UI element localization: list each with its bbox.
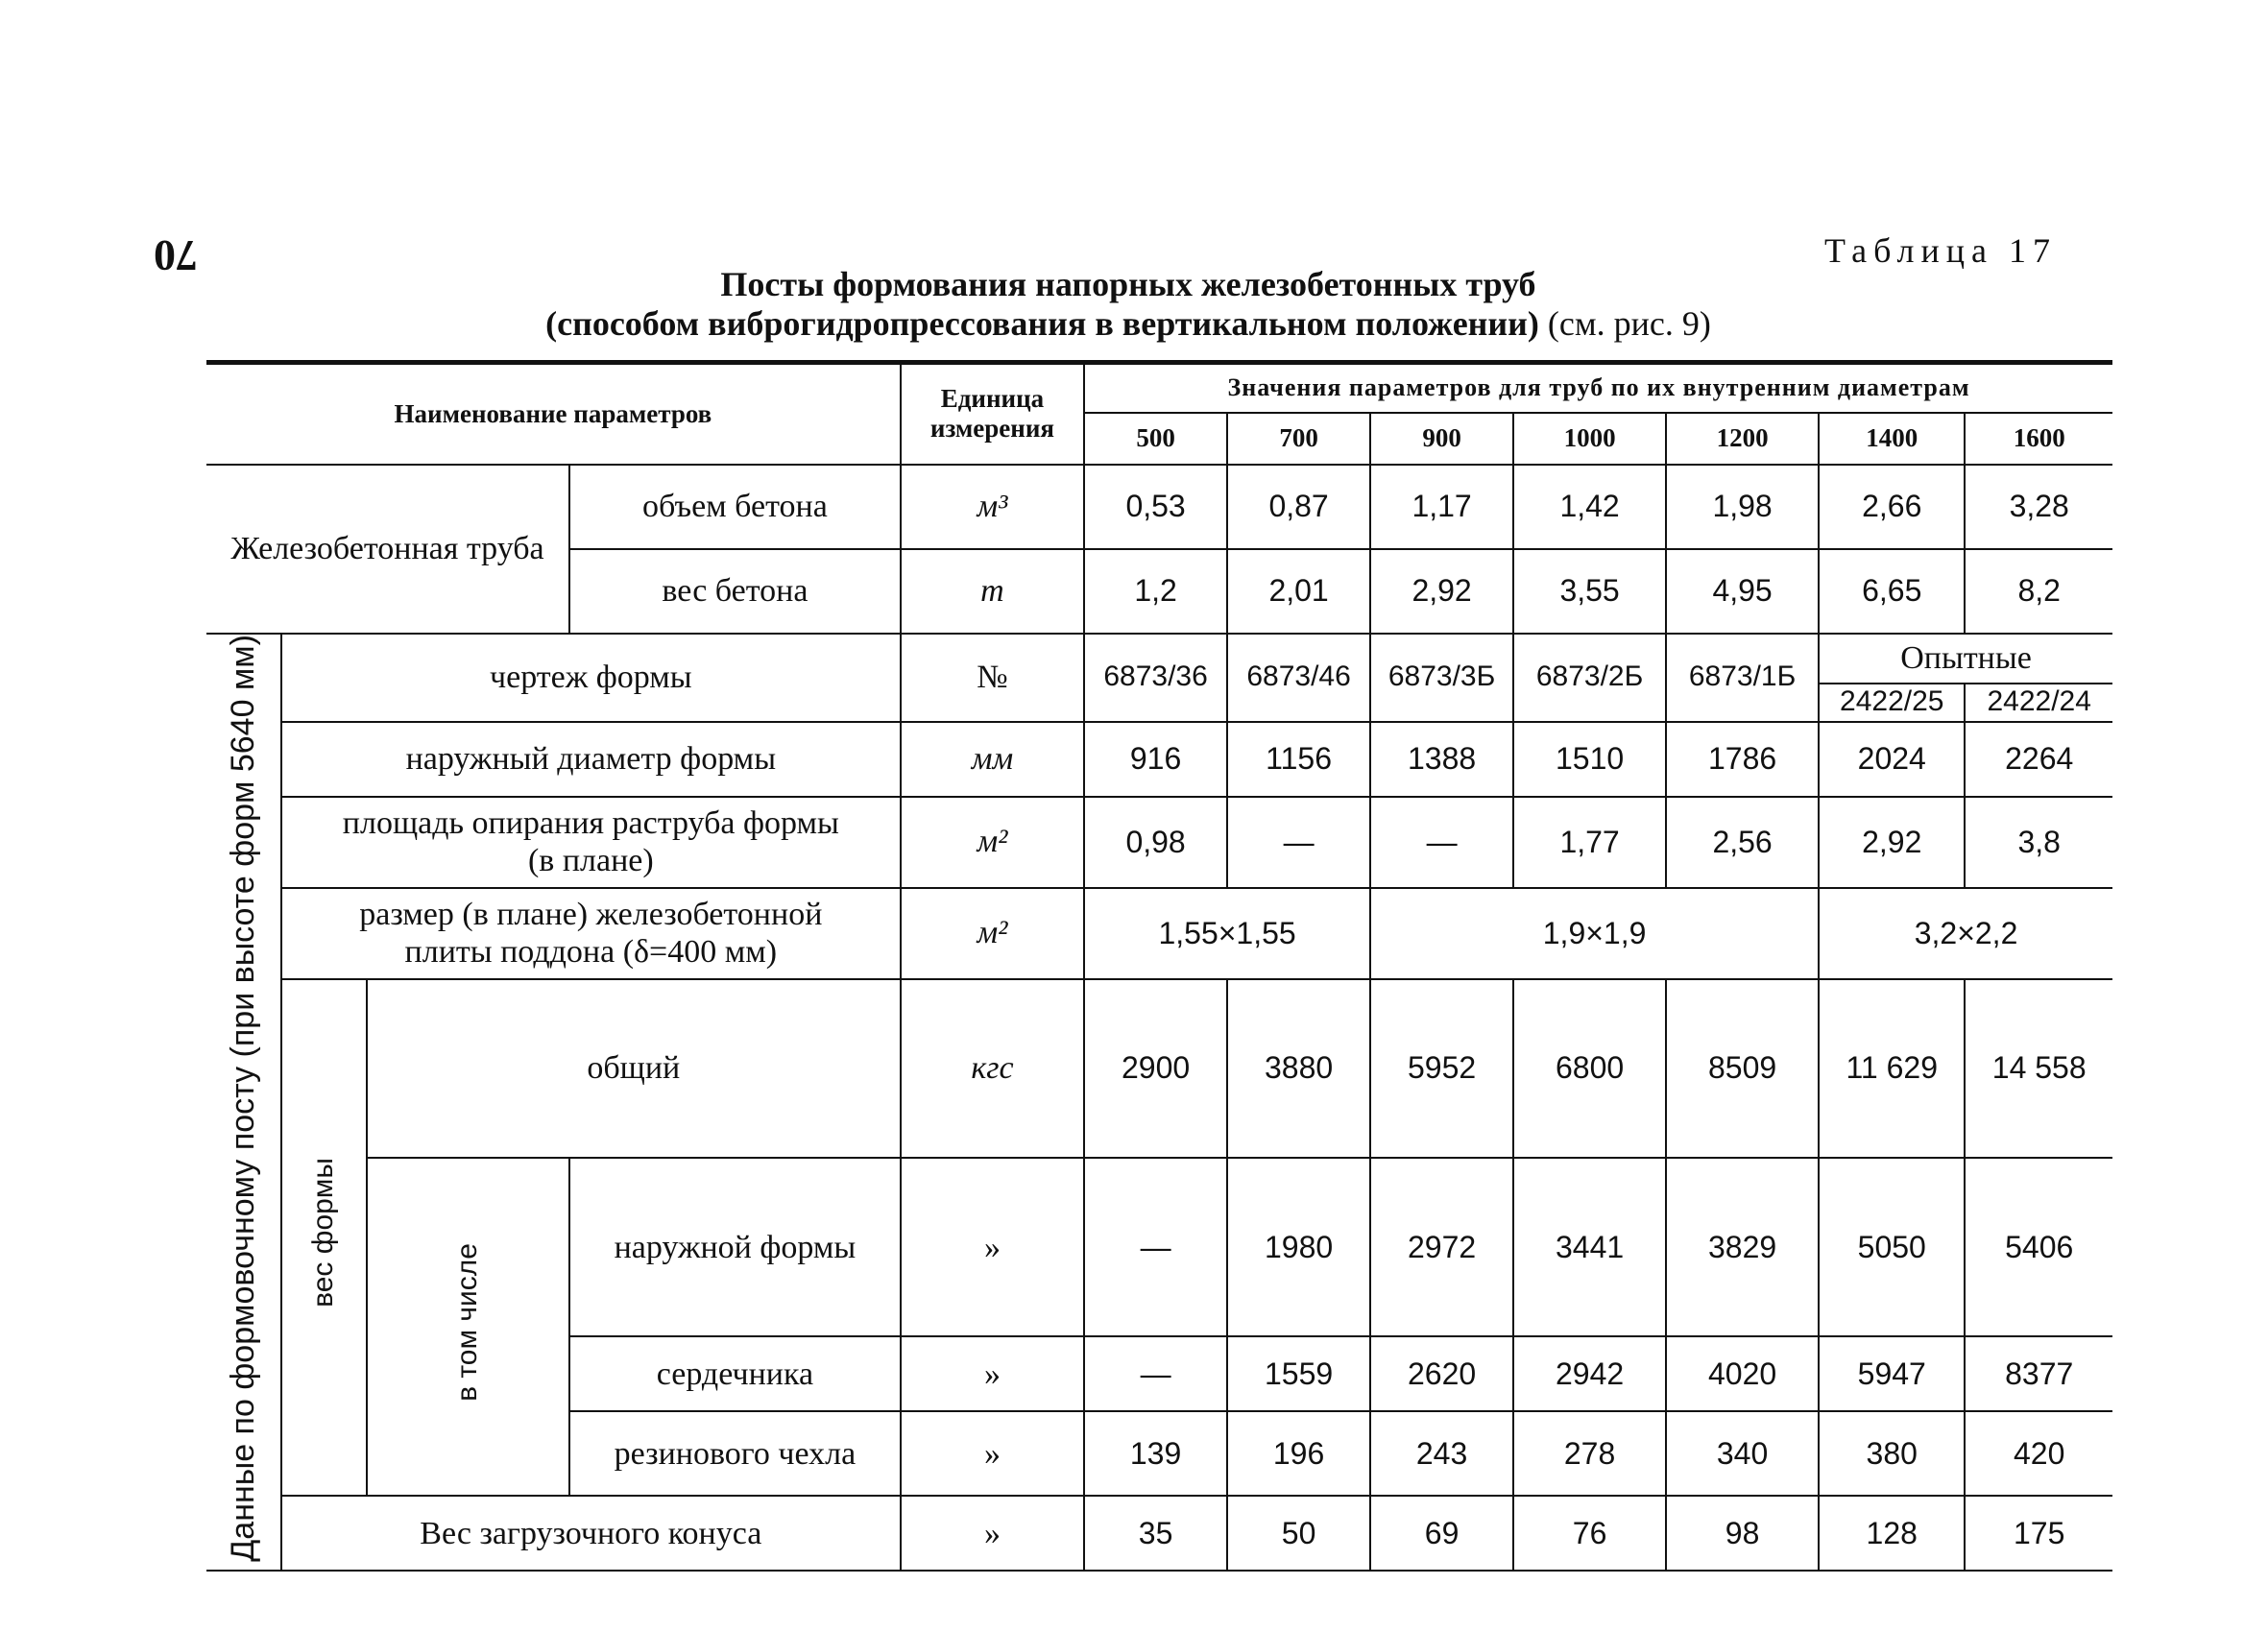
value-cell: 380 [1819, 1411, 1965, 1496]
unit-header-line2: измерения [929, 414, 1055, 444]
value-cell: 2,01 [1227, 549, 1370, 634]
value-cell: 340 [1666, 1411, 1819, 1496]
value-cell: — [1370, 797, 1513, 888]
value-cell: 0,87 [1227, 465, 1370, 549]
diameter-header: 1200 [1666, 413, 1819, 465]
parameters-table [206, 360, 2112, 1572]
value-cell: 6800 [1513, 979, 1666, 1158]
header-row-1 [206, 363, 2112, 413]
table-row-outer-form-weight [206, 1158, 2112, 1336]
unit-cell: м² [901, 797, 1084, 888]
row-label: Вес загрузочного конуса [281, 1496, 901, 1571]
value-cell: 5952 [1370, 979, 1513, 1158]
value-cell: 139 [1084, 1411, 1227, 1496]
table-title-figure-ref: (см. рис. 9) [1547, 304, 1711, 343]
table-title-line1: Посты формования напорных железобетонных труб [720, 265, 1536, 303]
unit-cell: м³ [901, 465, 1084, 549]
value-cell: 2422/25 [1819, 684, 1965, 722]
value-cell: 420 [1965, 1411, 2112, 1496]
diameter-header: 1600 [1965, 413, 2112, 465]
value-cell: 128 [1819, 1496, 1965, 1571]
experimental-label: Опытные [1819, 634, 2112, 684]
unit-cell: » [901, 1158, 1084, 1336]
value-cell: 5406 [1965, 1158, 2112, 1336]
value-cell: 2,56 [1666, 797, 1819, 888]
value-cell: — [1084, 1336, 1227, 1411]
row-label: общий [367, 979, 901, 1158]
value-cell: 1510 [1513, 722, 1666, 797]
diameter-header: 500 [1084, 413, 1227, 465]
value-cell: 3,55 [1513, 549, 1666, 634]
value-cell: 5947 [1819, 1336, 1965, 1411]
row-label-line2: (в плане) [527, 843, 654, 878]
value-cell: 0,53 [1084, 465, 1227, 549]
value-cell: 2972 [1370, 1158, 1513, 1336]
weight-group-label: вес формы [281, 979, 367, 1497]
unit-cell: » [901, 1411, 1084, 1496]
value-cell: 4020 [1666, 1336, 1819, 1411]
row-label-line1: размер (в плане) железобетонной [359, 896, 823, 932]
value-cell: 2942 [1513, 1336, 1666, 1411]
unit-cell: кгс [901, 979, 1084, 1158]
param-name-header: Наименование параметров [206, 363, 901, 465]
value-cell: — [1227, 797, 1370, 888]
table-label: Таблица 17 [1824, 231, 2057, 270]
value-cell: 0,98 [1084, 797, 1227, 888]
value-cell: 76 [1513, 1496, 1666, 1571]
table-row-drawing [206, 634, 2112, 684]
row-label: резинового чехла [569, 1411, 901, 1496]
unit-cell: мм [901, 722, 1084, 797]
value-cell: 243 [1370, 1411, 1513, 1496]
pipe-group-label: Железобетонная труба [206, 465, 569, 634]
row-label: чертеж формы [281, 634, 901, 722]
value-cell: 2,66 [1819, 465, 1965, 549]
value-cell: 11 629 [1819, 979, 1965, 1158]
value-cell: 278 [1513, 1411, 1666, 1496]
value-cell: 3441 [1513, 1158, 1666, 1336]
row-label: наружный диаметр формы [281, 722, 901, 797]
table-title-line2 [288, 303, 1968, 344]
value-cell: 6873/1Б [1666, 634, 1819, 722]
value-cell: 6,65 [1819, 549, 1965, 634]
diameter-header: 1000 [1513, 413, 1666, 465]
page-number: 70 [154, 231, 198, 280]
row-label-line2: плиты поддона (δ=400 мм) [404, 934, 778, 970]
value-cell: 1,17 [1370, 465, 1513, 549]
value-cell: 98 [1666, 1496, 1819, 1571]
value-cell: 2900 [1084, 979, 1227, 1158]
value-cell: 8,2 [1965, 549, 2112, 634]
post-group-label: Данные по формовочному посту (при высоте форм 5640 мм) [206, 634, 281, 1572]
value-cell: 6873/2Б [1513, 634, 1666, 722]
value-cell: 1,9×1,9 [1370, 888, 1819, 979]
table-row-bearing-area [206, 797, 2112, 888]
value-cell: 50 [1227, 1496, 1370, 1571]
value-cell: — [1084, 1158, 1227, 1336]
row-label: вес бетона [569, 549, 901, 634]
unit-cell: т [901, 549, 1084, 634]
unit-cell: № [901, 634, 1084, 722]
value-cell: 69 [1370, 1496, 1513, 1571]
table-row-total-weight [206, 979, 2112, 1158]
value-cell: 2422/24 [1965, 684, 2112, 722]
value-cell: 3,8 [1965, 797, 2112, 888]
value-cell: 2620 [1370, 1336, 1513, 1411]
diameter-header: 1400 [1819, 413, 1965, 465]
value-cell: 175 [1965, 1496, 2112, 1571]
row-label [281, 797, 901, 888]
value-cell: 3,28 [1965, 465, 2112, 549]
value-cell: 3,2×2,2 [1819, 888, 2112, 979]
including-group-label: в том числе [367, 1158, 569, 1496]
row-label-line1: площадь опирания раструба формы [342, 804, 839, 841]
value-cell: 4,95 [1666, 549, 1819, 634]
table-title-method: (способом виброгидропрессования в вертикальном положении) [545, 304, 1539, 343]
diameter-header: 700 [1227, 413, 1370, 465]
unit-cell: » [901, 1496, 1084, 1571]
value-cell: 1,55×1,55 [1084, 888, 1370, 979]
row-label: объем бетона [569, 465, 901, 549]
value-cell: 2,92 [1370, 549, 1513, 634]
value-cell: 5050 [1819, 1158, 1965, 1336]
row-label: наружной формы [569, 1158, 901, 1336]
value-cell: 1,42 [1513, 465, 1666, 549]
value-cell: 2024 [1819, 722, 1965, 797]
values-header: Значения параметров для труб по их внутренним диаметрам [1084, 363, 2112, 413]
value-cell: 196 [1227, 1411, 1370, 1496]
unit-header-line1: Единица [940, 384, 1045, 414]
value-cell: 916 [1084, 722, 1227, 797]
unit-cell: м² [901, 888, 1084, 979]
value-cell: 6873/46 [1227, 634, 1370, 722]
row-label: сердечника [569, 1336, 901, 1411]
value-cell: 1980 [1227, 1158, 1370, 1336]
table-row-cone-weight [206, 1496, 2112, 1571]
value-cell: 3880 [1227, 979, 1370, 1158]
value-cell: 1559 [1227, 1336, 1370, 1411]
value-cell: 35 [1084, 1496, 1227, 1571]
unit-header [901, 363, 1084, 465]
value-cell: 1786 [1666, 722, 1819, 797]
value-cell: 1388 [1370, 722, 1513, 797]
value-cell: 3829 [1666, 1158, 1819, 1336]
value-cell: 6873/3Б [1370, 634, 1513, 722]
value-cell: 1,77 [1513, 797, 1666, 888]
table-row-concrete-volume [206, 465, 2112, 549]
value-cell: 6873/36 [1084, 634, 1227, 722]
value-cell: 1156 [1227, 722, 1370, 797]
value-cell: 8377 [1965, 1336, 2112, 1411]
table-row-slab-size [206, 888, 2112, 979]
unit-cell: » [901, 1336, 1084, 1411]
value-cell: 2,92 [1819, 797, 1965, 888]
value-cell: 1,2 [1084, 549, 1227, 634]
row-label [281, 888, 901, 979]
diameter-header: 900 [1370, 413, 1513, 465]
value-cell: 2264 [1965, 722, 2112, 797]
table-row-outer-diameter [206, 722, 2112, 797]
value-cell: 1,98 [1666, 465, 1819, 549]
value-cell: 14 558 [1965, 979, 2112, 1158]
value-cell: 8509 [1666, 979, 1819, 1158]
